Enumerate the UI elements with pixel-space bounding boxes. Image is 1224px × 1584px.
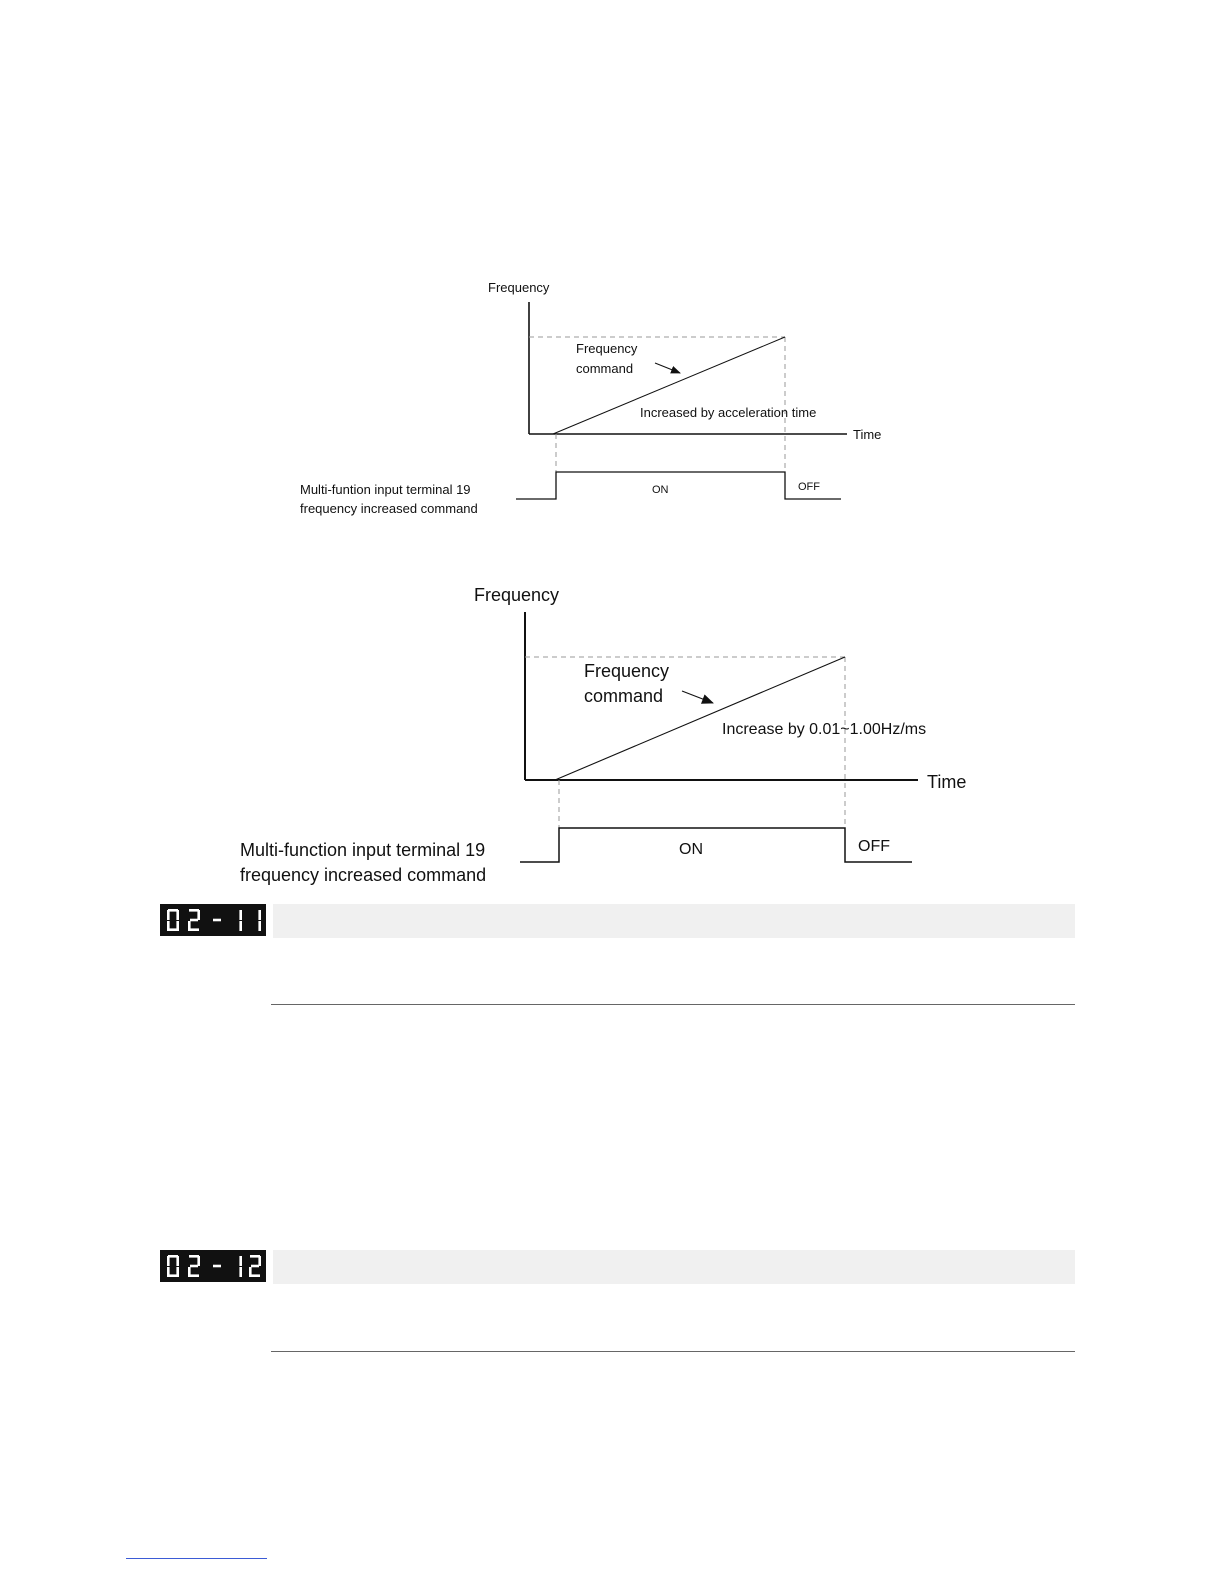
footnote-rule — [126, 1558, 267, 1559]
parameter-bar-02-11 — [160, 904, 1075, 938]
ramp-label: Increased by acceleration time — [640, 405, 817, 420]
lcd-digit-2 — [213, 1265, 221, 1268]
on-label: ON — [679, 841, 703, 858]
lcd-segment — [176, 910, 179, 920]
terminal-label-line2: frequency increased command — [300, 501, 478, 516]
divider-line — [271, 1351, 1075, 1352]
terminal-label-line1: Multi-funtion input terminal 19 — [300, 482, 471, 497]
parameter-title-band — [273, 904, 1075, 938]
lcd-segment — [197, 1256, 200, 1266]
lcd-segment — [167, 1267, 170, 1277]
off-label: OFF — [798, 481, 820, 493]
lcd-segment — [239, 910, 242, 920]
lcd-digit-4 — [258, 910, 261, 931]
lcd-segment — [167, 910, 170, 920]
lcd-digits — [160, 904, 266, 936]
terminal-label-line2: frequency increased command — [240, 865, 487, 885]
command-label-line2: command — [576, 361, 634, 376]
lcd-digit-3 — [239, 910, 242, 931]
lcd-digits — [160, 1250, 266, 1282]
lcd-segment — [239, 1267, 242, 1277]
lcd-segment — [188, 921, 191, 931]
lcd-segment — [176, 1256, 179, 1266]
lcd-segment — [251, 1265, 259, 1268]
terminal-signal — [520, 828, 912, 862]
y-axis-label: Frequency — [474, 585, 560, 605]
lcd-digit-0 — [167, 909, 179, 931]
lcd-segment — [258, 1256, 261, 1266]
lcd-digit-1 — [188, 1255, 200, 1277]
command-arrow — [682, 691, 713, 703]
on-label: ON — [652, 484, 669, 496]
lcd-segment — [258, 910, 261, 920]
parameter-bar-02-12 — [160, 1250, 1075, 1284]
off-label: OFF — [858, 838, 890, 855]
parameter-code-display — [160, 1250, 266, 1282]
y-axis-label: Frequency — [488, 280, 550, 295]
x-axis-label: Time — [853, 427, 882, 442]
divider-line — [271, 1004, 1075, 1005]
lcd-segment — [167, 1256, 170, 1266]
lcd-segment — [239, 921, 242, 931]
lcd-digit-1 — [188, 909, 200, 931]
ramp-label: Increase by 0.01~1.00Hz/ms — [722, 721, 927, 738]
lcd-segment — [190, 1265, 198, 1268]
lcd-segment — [213, 919, 221, 922]
command-label-line1: Frequency — [584, 661, 670, 681]
lcd-segment — [188, 1267, 191, 1277]
lcd-digit-4 — [249, 1255, 261, 1277]
lcd-segment — [197, 910, 200, 920]
command-label-line1: Frequency — [576, 341, 638, 356]
parameter-code-display — [160, 904, 266, 936]
lcd-digit-2 — [213, 919, 221, 922]
lcd-segment — [213, 1265, 221, 1268]
x-axis-label: Time — [927, 772, 967, 792]
lcd-segment — [167, 921, 170, 931]
lcd-digit-3 — [239, 1256, 242, 1277]
lcd-digit-0 — [167, 1255, 179, 1277]
parameter-title-band — [273, 1250, 1075, 1284]
lcd-segment — [258, 921, 261, 931]
terminal-label-line1: Multi-function input terminal 19 — [240, 840, 486, 860]
lcd-segment — [190, 919, 198, 922]
command-label-line2: command — [584, 686, 664, 706]
lcd-segment — [249, 1267, 252, 1277]
lcd-segment — [239, 1256, 242, 1266]
